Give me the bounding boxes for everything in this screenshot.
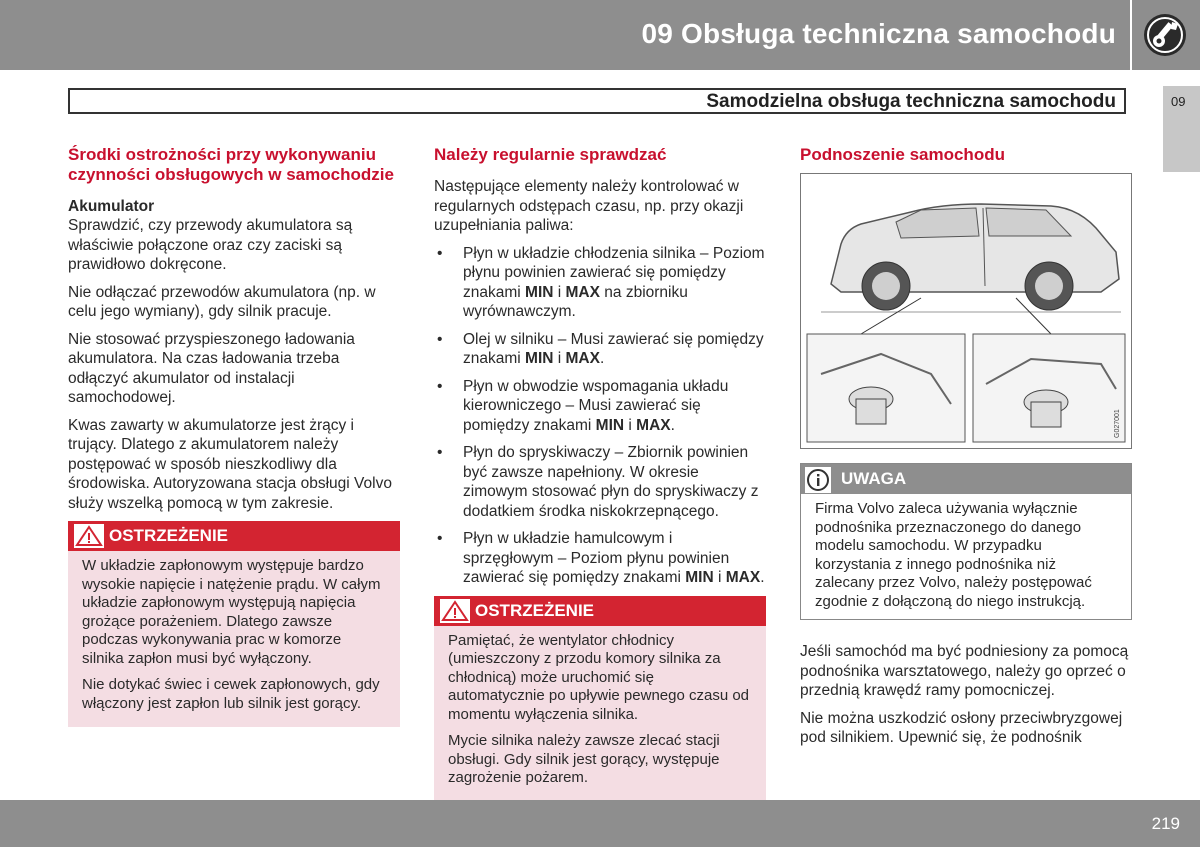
chapter-tab[interactable] xyxy=(1163,86,1200,172)
list-item: • Płyn do spryskiwaczy – Zbiornik powinien być zawsze napełniony. W okresie zimowym stosować płyn do spryskiwaczy z dodatkiem środka niskokrzepnącego. xyxy=(437,444,759,520)
list-item: • Płyn w obwodzie wspomagania układu kierowniczego – Musi zawierać się pomiędzy znakami MIN i MAX. xyxy=(437,377,729,434)
info-icon xyxy=(805,467,831,493)
checks-list xyxy=(434,244,766,588)
chapter-title: 09 Obsługa techniczna samochodu xyxy=(641,18,1116,49)
car-jack-points-drawing xyxy=(801,174,1131,448)
note-label: UWAGA xyxy=(841,469,907,488)
warning-header xyxy=(434,596,766,626)
list-item: • Płyn w układzie chłodzenia silnika – Poziom płynu powinien zawierać się pomiędzy znakami MIN i MAX na zbiorniku wyrównawczym. xyxy=(437,244,765,320)
footer-bar xyxy=(0,800,1200,847)
page-number: 219 xyxy=(1151,814,1180,833)
column-middle xyxy=(434,145,766,802)
column-left xyxy=(68,145,400,727)
precautions-heading: Środki ostrożności przy wykonywaniu czynności obsługowych w samochodzie xyxy=(68,145,394,184)
warning-label: OSTRZEŻENIE xyxy=(475,600,595,620)
car-lifting-illustration xyxy=(800,173,1132,449)
warning-text: Mycie silnika należy zawsze zlecać stacji obsługi. Gdy silnik jest gorący, występuje zagrożenie pożarem. xyxy=(448,732,720,786)
wrench-gear-icon xyxy=(1142,12,1188,58)
paragraph: Nie stosować przyspieszonego ładowania akumulatora. Na czas ładowania trzeba odłączyć akumulator od instalacji samochodowej. xyxy=(68,330,355,406)
bullet: • xyxy=(437,444,443,461)
note-box xyxy=(800,463,1132,620)
paragraph: Kwas zawarty w akumulatorze jest żrący i trujący. Dlatego z akumulatorem należy postępować w sposób nieszkodliwy dla środowiska. Autoryzowana stacja obsługi Volvo służy wszelką pomocą w tym zakresie. xyxy=(68,416,392,512)
bullet: • xyxy=(437,244,443,262)
column-right xyxy=(800,145,1132,756)
intro-paragraph: Następujące elementy należy kontrolować w regularnych odstępach czasu, np. przy okazji uzupełniania paliwa: xyxy=(434,178,744,234)
warning-box xyxy=(434,596,766,802)
battery-subheading: Akumulator xyxy=(68,198,155,215)
figure-code: G027001 xyxy=(1114,409,1121,438)
warning-text: W układzie zapłonowym występuje bardzo wysokie napięcie i natężenie prądu. W całym układzie zapłonowym występują napięcia grożące porażeniem. Dlatego zawsze podczas wykonywania prac w komorze silnika zapłon musi być wyłączony. xyxy=(82,557,381,667)
warning-text: Pamiętać, że wentylator chłodnicy (umieszczony z przodu komory silnika za chłodnicą) może uruchomić się automatycznie po upływie pewnego czasu od momentu wyłączenia silnika. xyxy=(448,631,750,723)
list-item: • Olej w silniku – Musi zawierać się pomiędzy znakami MIN i MAX. xyxy=(437,330,764,367)
note-text: Firma Volvo zaleca używania wyłącznie podnośnika przeznaczonego do danego modelu samochodu. W przypadku korzystania z innego podnośnika niż zalecany przez Volvo, należy postępować zgodnie z dołączoną do niego instrukcją. xyxy=(815,500,1092,610)
section-title-bar xyxy=(68,88,1126,114)
paragraph: Nie można uszkodzić osłony przeciwbryzgowej pod silnikiem. Upewnić się, że podnośnik xyxy=(800,709,1123,746)
section-title: Samodzielna obsługa techniczna samochodu xyxy=(706,91,1116,112)
chapter-header-bar xyxy=(0,0,1130,70)
warning-box xyxy=(68,521,400,727)
warning-header xyxy=(68,521,400,551)
warning-triangle-icon xyxy=(440,599,470,623)
bullet: • xyxy=(437,530,443,547)
list-item: • Płyn w układzie hamulcowym i sprzęgłowym – Poziom płynu powinien zawierać się pomiędzy znakami MIN i MAX. xyxy=(437,530,765,586)
paragraph: Sprawdzić, czy przewody akumulatora są właściwie połączone oraz czy zaciski są prawidłowo dokręcone. xyxy=(68,217,353,273)
lifting-heading: Podnoszenie samochodu xyxy=(800,145,1005,164)
paragraph: Jeśli samochód ma być podniesiony za pomocą podnośnika warsztatowego, należy go oprzeć o przednią krawędź ramy pomocniczej. xyxy=(800,643,1129,699)
warning-label: OSTRZEŻENIE xyxy=(109,526,229,545)
chapter-tab-label: 09 xyxy=(1171,94,1186,109)
note-header xyxy=(801,464,1131,494)
regular-checks-heading: Należy regularnie sprawdzać xyxy=(434,145,667,164)
warning-text: Nie dotykać świec i cewek zapłonowych, gdy włączony jest zapłon lub silnik jest gorący. xyxy=(82,676,380,712)
paragraph: Nie odłączać przewodów akumulatora (np. w celu jego wymiany), gdy silnik pracuje. xyxy=(68,283,376,320)
bullet: • xyxy=(437,377,443,395)
warning-triangle-icon xyxy=(74,524,104,548)
bullet: • xyxy=(437,330,443,348)
